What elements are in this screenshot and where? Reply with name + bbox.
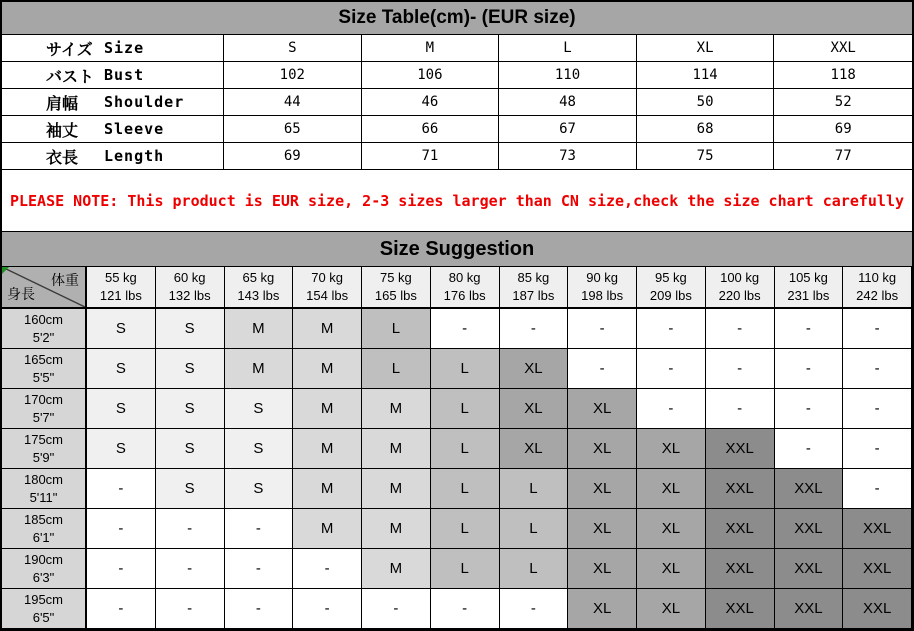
size-table-cell: 106 bbox=[362, 62, 500, 89]
weight-lbs-label: 154 lbs bbox=[306, 288, 349, 303]
size-suggestion-cell: S bbox=[225, 389, 294, 429]
height-ft-label: 5'11" bbox=[29, 489, 58, 505]
size-suggestion-cell: M bbox=[293, 389, 362, 429]
height-row-label bbox=[2, 549, 87, 589]
size-suggestion-cell: - bbox=[706, 389, 775, 429]
size-suggestion-cell: S bbox=[156, 429, 225, 469]
row-label-english: Shoulder bbox=[104, 93, 185, 111]
size-table-cell: 118 bbox=[774, 62, 912, 89]
size-suggestion-cell: - bbox=[637, 349, 706, 389]
size-suggestion-cell: - bbox=[87, 469, 156, 509]
weight-lbs-label: 132 lbs bbox=[168, 288, 211, 303]
height-cm-label: 185cm bbox=[23, 511, 64, 527]
weight-lbs-label: 187 lbs bbox=[512, 288, 555, 303]
size-suggestion-cell: XL bbox=[637, 549, 706, 589]
height-cm-label: 190cm bbox=[23, 551, 64, 567]
size-suggestion-cell: M bbox=[293, 469, 362, 509]
size-suggestion-cell: S bbox=[225, 469, 294, 509]
height-ft-label: 5'2" bbox=[32, 329, 55, 345]
weight-column-header bbox=[568, 267, 637, 309]
height-row-label bbox=[2, 469, 87, 509]
weight-kg-label: 80 kg bbox=[448, 270, 481, 286]
size-table-cell: 69 bbox=[774, 116, 912, 143]
weight-kg-label: 65 kg bbox=[242, 270, 275, 286]
size-suggestion-cell: M bbox=[293, 509, 362, 549]
weight-column-header bbox=[431, 267, 500, 309]
size-suggestion-cell: - bbox=[775, 349, 844, 389]
size-suggestion-table bbox=[2, 267, 912, 629]
size-table-cell: 48 bbox=[499, 89, 637, 116]
weight-column-header bbox=[87, 267, 156, 309]
size-suggestion-cell: M bbox=[362, 429, 431, 469]
size-table-title: Size Table(cm)- (EUR size) bbox=[2, 2, 912, 35]
size-table-cell: 69 bbox=[224, 143, 362, 170]
height-ft-label: 5'7" bbox=[32, 409, 55, 425]
size-suggestion-cell: L bbox=[431, 389, 500, 429]
size-suggestion-cell: - bbox=[637, 309, 706, 349]
size-suggestion-cell: XL bbox=[568, 549, 637, 589]
size-suggestion-cell: - bbox=[500, 589, 569, 629]
size-suggestion-cell: - bbox=[843, 429, 912, 469]
size-table-cell: 110 bbox=[499, 62, 637, 89]
size-suggestion-cell: XXL bbox=[843, 509, 912, 549]
size-suggestion-cell: XL bbox=[568, 589, 637, 629]
weight-kg-label: 75 kg bbox=[379, 270, 412, 286]
row-label-english: Length bbox=[104, 147, 165, 165]
size-suggestion-cell: L bbox=[431, 549, 500, 589]
weight-lbs-label: 165 lbs bbox=[374, 288, 417, 303]
size-suggestion-cell: XXL bbox=[775, 589, 844, 629]
row-label-english: Size bbox=[104, 39, 145, 57]
size-suggestion-cell: - bbox=[225, 509, 294, 549]
height-ft-label: 6'3" bbox=[32, 569, 55, 585]
row-label-english: Bust bbox=[104, 66, 145, 84]
weight-column-header bbox=[156, 267, 225, 309]
weight-kg-label: 90 kg bbox=[586, 270, 619, 286]
size-suggestion-cell: S bbox=[87, 349, 156, 389]
size-table-cell: 66 bbox=[362, 116, 500, 143]
size-suggestion-cell: M bbox=[293, 429, 362, 469]
size-suggestion-cell: L bbox=[500, 469, 569, 509]
size-suggestion-cell: XL bbox=[568, 469, 637, 509]
size-suggestion-cell: S bbox=[156, 349, 225, 389]
weight-lbs-label: 198 lbs bbox=[581, 288, 624, 303]
row-label-japanese: 衣長 bbox=[46, 147, 79, 167]
height-row-label bbox=[2, 589, 87, 629]
height-ft-label: 5'5" bbox=[32, 369, 55, 385]
size-table-cell: 52 bbox=[774, 89, 912, 116]
size-suggestion-cell: S bbox=[87, 309, 156, 349]
size-suggestion-cell: XL bbox=[568, 389, 637, 429]
size-suggestion-cell: XXL bbox=[706, 469, 775, 509]
size-suggestion-cell: XXL bbox=[775, 509, 844, 549]
weight-axis-label: 体重 bbox=[51, 272, 79, 288]
size-note: PLEASE NOTE: This product is EUR size, 2-3 sizes larger than CN size,check the size chart carefully bbox=[2, 170, 912, 231]
size-suggestion-cell: S bbox=[87, 389, 156, 429]
weight-kg-label: 70 kg bbox=[311, 270, 344, 286]
size-suggestion-title: Size Suggestion bbox=[2, 231, 912, 267]
weight-column-header bbox=[293, 267, 362, 309]
excel-corner-marker-icon bbox=[2, 267, 9, 274]
weight-column-header bbox=[706, 267, 775, 309]
height-cm-label: 160cm bbox=[23, 311, 64, 327]
size-suggestion-cell: L bbox=[431, 349, 500, 389]
size-suggestion-cell: XL bbox=[637, 509, 706, 549]
size-table-cell: 46 bbox=[362, 89, 500, 116]
size-suggestion-cell: - bbox=[568, 309, 637, 349]
size-suggestion-cell: XXL bbox=[775, 469, 844, 509]
size-suggestion-cell: L bbox=[431, 469, 500, 509]
size-suggestion-cell: L bbox=[362, 349, 431, 389]
weight-kg-label: 55 kg bbox=[104, 270, 137, 286]
size-table-cell: M bbox=[362, 35, 500, 62]
size-table bbox=[2, 35, 912, 170]
size-suggestion-cell: XL bbox=[500, 389, 569, 429]
size-suggestion-cell: XL bbox=[500, 349, 569, 389]
row-label-japanese: サイズ bbox=[46, 39, 93, 59]
size-table-row-label bbox=[2, 62, 224, 89]
size-suggestion-cell: XXL bbox=[706, 429, 775, 469]
height-cm-label: 195cm bbox=[23, 591, 64, 607]
size-table-row-label bbox=[2, 89, 224, 116]
size-suggestion-cell: - bbox=[293, 549, 362, 589]
weight-column-header bbox=[843, 267, 912, 309]
size-suggestion-cell: - bbox=[775, 389, 844, 429]
size-table-cell: 44 bbox=[224, 89, 362, 116]
row-label-japanese: バスト bbox=[46, 66, 95, 86]
size-suggestion-cell: - bbox=[225, 549, 294, 589]
size-suggestion-cell: - bbox=[775, 429, 844, 469]
size-suggestion-cell: - bbox=[431, 589, 500, 629]
size-table-cell: 71 bbox=[362, 143, 500, 170]
weight-column-header bbox=[637, 267, 706, 309]
size-suggestion-cell: - bbox=[87, 549, 156, 589]
size-suggestion-cell: XXL bbox=[843, 549, 912, 589]
size-suggestion-cell: M bbox=[225, 309, 294, 349]
size-suggestion-cell: - bbox=[843, 389, 912, 429]
height-row-label bbox=[2, 389, 87, 429]
size-suggestion-cell: M bbox=[293, 309, 362, 349]
size-table-cell: 102 bbox=[224, 62, 362, 89]
height-ft-label: 5'9" bbox=[32, 449, 55, 465]
weight-lbs-label: 209 lbs bbox=[649, 288, 692, 303]
size-suggestion-cell: XL bbox=[637, 469, 706, 509]
size-table-cell: XXL bbox=[774, 35, 912, 62]
weight-column-header bbox=[225, 267, 294, 309]
height-cm-label: 165cm bbox=[23, 351, 64, 367]
size-suggestion-cell: XL bbox=[500, 429, 569, 469]
weight-kg-label: 85 kg bbox=[517, 270, 550, 286]
size-suggestion-cell: L bbox=[500, 509, 569, 549]
size-suggestion-cell: - bbox=[225, 589, 294, 629]
height-ft-label: 6'5" bbox=[32, 609, 55, 625]
weight-kg-label: 60 kg bbox=[173, 270, 206, 286]
size-suggestion-cell: - bbox=[87, 589, 156, 629]
weight-lbs-label: 220 lbs bbox=[718, 288, 761, 303]
size-table-cell: L bbox=[499, 35, 637, 62]
size-suggestion-cell: - bbox=[293, 589, 362, 629]
size-suggestion-cell: - bbox=[500, 309, 569, 349]
row-label-english: Sleeve bbox=[104, 120, 165, 138]
weight-kg-label: 105 kg bbox=[788, 270, 828, 286]
size-table-cell: 73 bbox=[499, 143, 637, 170]
size-suggestion-cell: S bbox=[225, 429, 294, 469]
size-suggestion-cell: - bbox=[431, 309, 500, 349]
size-suggestion-cell: XXL bbox=[775, 549, 844, 589]
size-suggestion-cell: L bbox=[431, 429, 500, 469]
row-label-japanese: 袖丈 bbox=[46, 120, 79, 140]
size-suggestion-cell: - bbox=[156, 549, 225, 589]
height-row-label bbox=[2, 309, 87, 349]
size-suggestion-cell: XXL bbox=[706, 549, 775, 589]
size-suggestion-cell: M bbox=[362, 509, 431, 549]
weight-kg-label: 110 kg bbox=[858, 270, 897, 286]
size-table-cell: 114 bbox=[637, 62, 775, 89]
height-cm-label: 170cm bbox=[23, 391, 64, 407]
weight-column-header bbox=[500, 267, 569, 309]
size-table-cell: S bbox=[224, 35, 362, 62]
size-suggestion-cell: - bbox=[156, 509, 225, 549]
size-suggestion-cell: - bbox=[706, 309, 775, 349]
size-suggestion-cell: - bbox=[843, 349, 912, 389]
size-suggestion-cell: XL bbox=[637, 589, 706, 629]
height-cm-label: 180cm bbox=[23, 471, 64, 487]
size-table-row-label bbox=[2, 35, 224, 62]
size-suggestion-cell: - bbox=[843, 309, 912, 349]
row-label-japanese: 肩幅 bbox=[46, 93, 79, 113]
size-suggestion-cell: XL bbox=[568, 429, 637, 469]
weight-lbs-label: 242 lbs bbox=[856, 288, 899, 303]
size-suggestion-cell: - bbox=[87, 509, 156, 549]
weight-lbs-label: 231 lbs bbox=[787, 288, 830, 303]
size-suggestion-cell: XL bbox=[568, 509, 637, 549]
size-suggestion-cell: - bbox=[568, 349, 637, 389]
weight-lbs-label: 176 lbs bbox=[443, 288, 486, 303]
size-suggestion-cell: - bbox=[843, 469, 912, 509]
size-suggestion-cell: L bbox=[500, 549, 569, 589]
weight-lbs-label: 121 lbs bbox=[99, 288, 142, 303]
size-suggestion-cell: - bbox=[706, 349, 775, 389]
height-row-label bbox=[2, 509, 87, 549]
size-suggestion-cell: XXL bbox=[843, 589, 912, 629]
size-suggestion-cell: - bbox=[156, 589, 225, 629]
weight-column-header bbox=[775, 267, 844, 309]
size-table-cell: XL bbox=[637, 35, 775, 62]
size-suggestion-cell: L bbox=[362, 309, 431, 349]
size-suggestion-cell: M bbox=[225, 349, 294, 389]
size-table-row-label bbox=[2, 116, 224, 143]
size-table-row-label bbox=[2, 143, 224, 170]
weight-column-header bbox=[362, 267, 431, 309]
height-axis-label: 身長 bbox=[7, 286, 35, 302]
height-cm-label: 175cm bbox=[23, 431, 64, 447]
size-suggestion-cell: S bbox=[87, 429, 156, 469]
size-suggestion-cell: - bbox=[637, 389, 706, 429]
weight-kg-label: 95 kg bbox=[654, 270, 687, 286]
size-suggestion-cell: M bbox=[362, 389, 431, 429]
size-suggestion-cell: M bbox=[362, 469, 431, 509]
size-table-cell: 68 bbox=[637, 116, 775, 143]
height-ft-label: 6'1" bbox=[32, 529, 55, 545]
weight-kg-label: 100 kg bbox=[720, 270, 760, 286]
weight-lbs-label: 143 lbs bbox=[237, 288, 280, 303]
corner-cell bbox=[2, 267, 87, 309]
size-table-cell: 67 bbox=[499, 116, 637, 143]
size-suggestion-cell: XXL bbox=[706, 509, 775, 549]
size-table-cell: 75 bbox=[637, 143, 775, 170]
size-suggestion-cell: - bbox=[362, 589, 431, 629]
size-suggestion-cell: M bbox=[362, 549, 431, 589]
size-suggestion-cell: M bbox=[293, 349, 362, 389]
size-suggestion-cell: S bbox=[156, 309, 225, 349]
height-row-label bbox=[2, 349, 87, 389]
size-suggestion-cell: L bbox=[431, 509, 500, 549]
size-table-cell: 65 bbox=[224, 116, 362, 143]
size-suggestion-cell: S bbox=[156, 389, 225, 429]
size-suggestion-cell: XL bbox=[637, 429, 706, 469]
size-suggestion-cell: - bbox=[775, 309, 844, 349]
size-table-cell: 77 bbox=[774, 143, 912, 170]
size-table-cell: 50 bbox=[637, 89, 775, 116]
height-row-label bbox=[2, 429, 87, 469]
size-suggestion-cell: S bbox=[156, 469, 225, 509]
size-suggestion-cell: XXL bbox=[706, 589, 775, 629]
